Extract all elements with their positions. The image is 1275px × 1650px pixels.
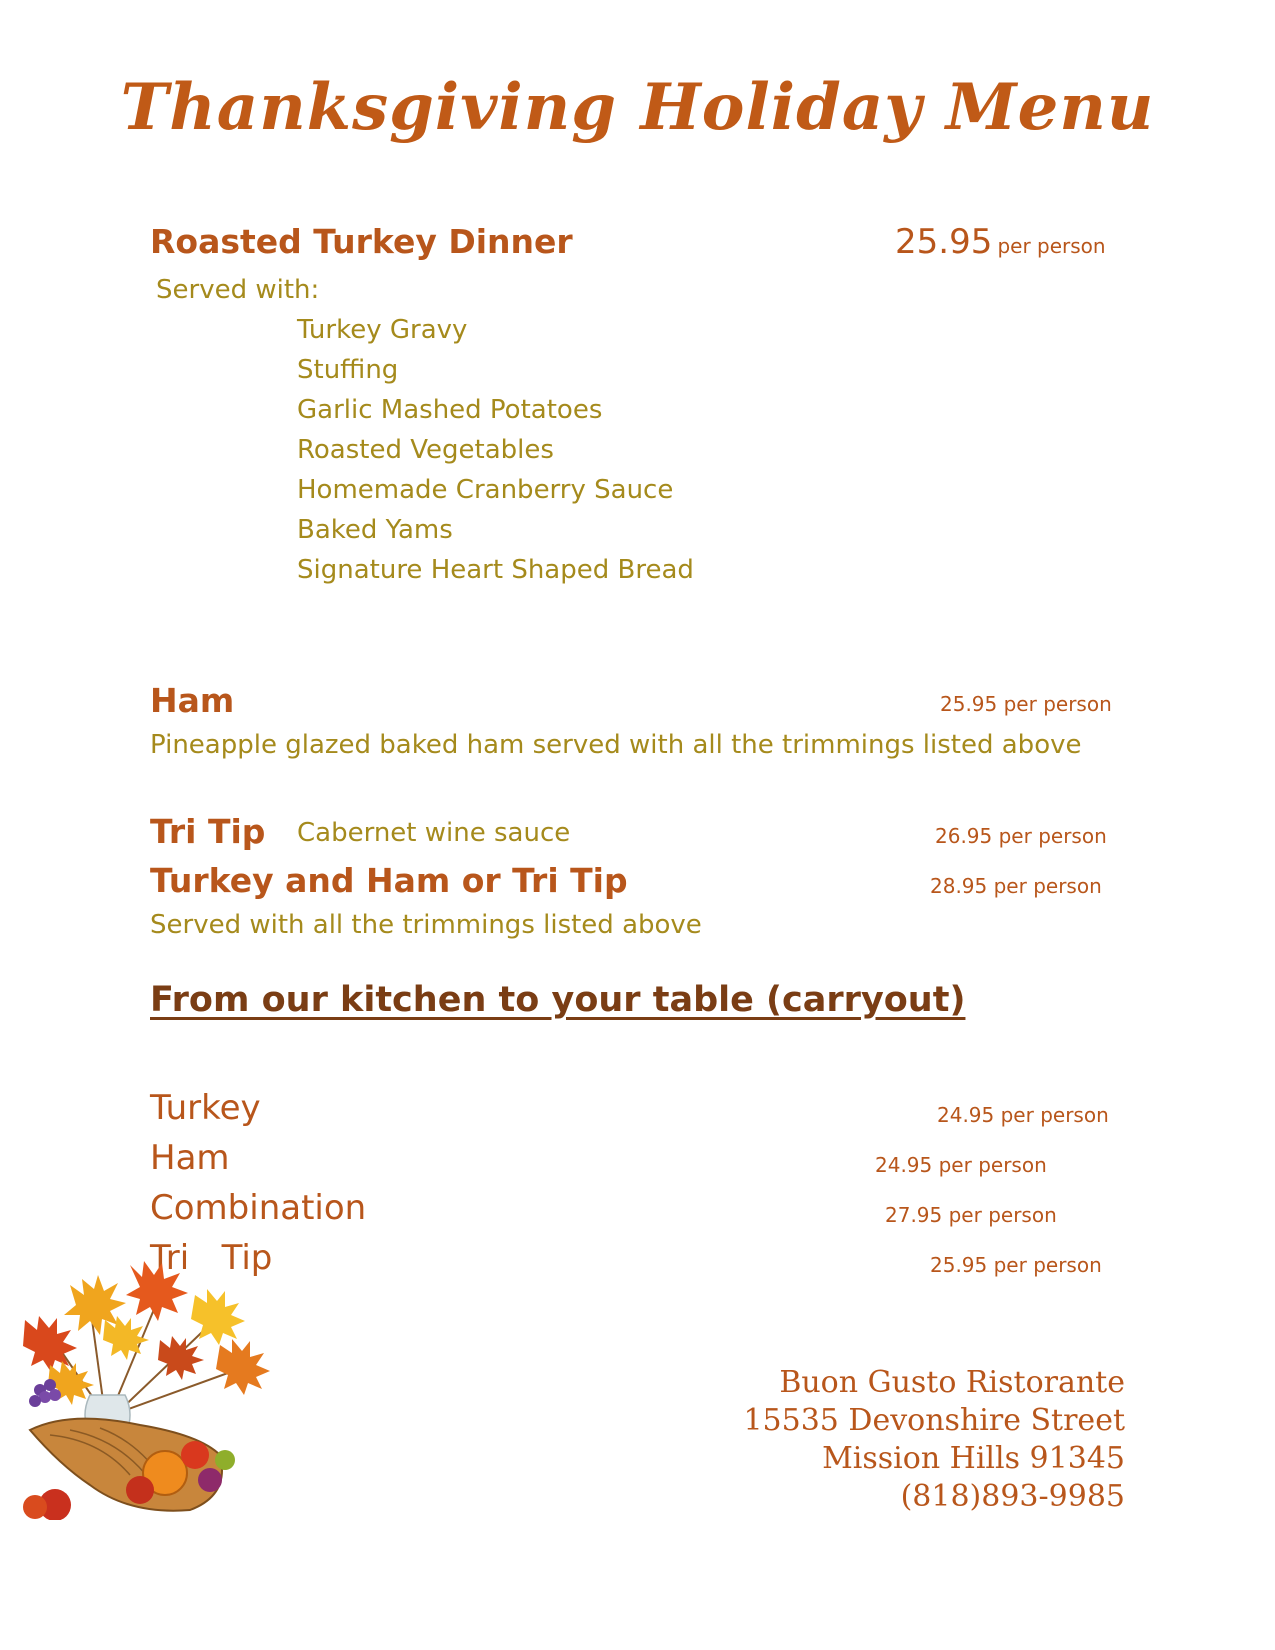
side-item: Baked Yams — [297, 515, 453, 545]
tri-tip-sauce: Cabernet wine sauce — [297, 818, 571, 848]
combo-description: Served with all the trimmings listed above — [150, 910, 702, 940]
side-item: Homemade Cranberry Sauce — [297, 475, 674, 505]
ham-description: Pineapple glazed baked ham served with all the trimmings listed above — [150, 730, 1082, 760]
dish-name-tri-tip: Tri Tip — [150, 812, 266, 851]
served-with-label: Served with: — [156, 275, 320, 305]
tri-tip-price: 26.95 per person — [935, 824, 1107, 848]
cornucopia-with-autumn-leaves-icon — [10, 1245, 280, 1520]
carryout-item-price: 24.95 per person — [875, 1153, 1047, 1177]
side-item: Garlic Mashed Potatoes — [297, 395, 603, 425]
side-item: Stuffing — [297, 355, 399, 385]
restaurant-street: 15535 Devonshire Street — [743, 1403, 1125, 1438]
carryout-item-price: 24.95 per person — [937, 1103, 1109, 1127]
turkey-dinner-price — [895, 222, 1106, 262]
restaurant-phone: (818)893-9985 — [900, 1479, 1125, 1514]
carryout-item-name: Turkey — [150, 1088, 261, 1128]
carryout-item-name: Combination — [150, 1188, 367, 1228]
carryout-heading: From our kitchen to your table (carryout) — [150, 980, 966, 1020]
dish-name-combo: Turkey and Ham or Tri Tip — [150, 861, 628, 900]
carryout-item-price: 27.95 per person — [885, 1203, 1057, 1227]
ham-price: 25.95 per person — [940, 692, 1112, 716]
dish-name-turkey-dinner: Roasted Turkey Dinner — [150, 222, 573, 261]
carryout-item-name: Tri Tip — [150, 1238, 273, 1278]
side-item: Turkey Gravy — [297, 315, 468, 345]
menu-title: Thanksgiving Holiday Menu — [120, 70, 1155, 145]
restaurant-city: Mission Hills 91345 — [822, 1441, 1125, 1476]
carryout-item-price: 25.95 per person — [930, 1253, 1102, 1277]
carryout-item-name: Ham — [150, 1138, 230, 1178]
side-item: Roasted Vegetables — [297, 435, 554, 465]
turkey-dinner-price-unit: per person — [997, 234, 1106, 258]
restaurant-name: Buon Gusto Ristorante — [779, 1365, 1125, 1400]
dish-name-ham: Ham — [150, 681, 235, 720]
side-item: Signature Heart Shaped Bread — [297, 555, 694, 585]
turkey-dinner-price-value: 25.95 — [895, 222, 993, 262]
combo-price: 28.95 per person — [930, 874, 1102, 898]
